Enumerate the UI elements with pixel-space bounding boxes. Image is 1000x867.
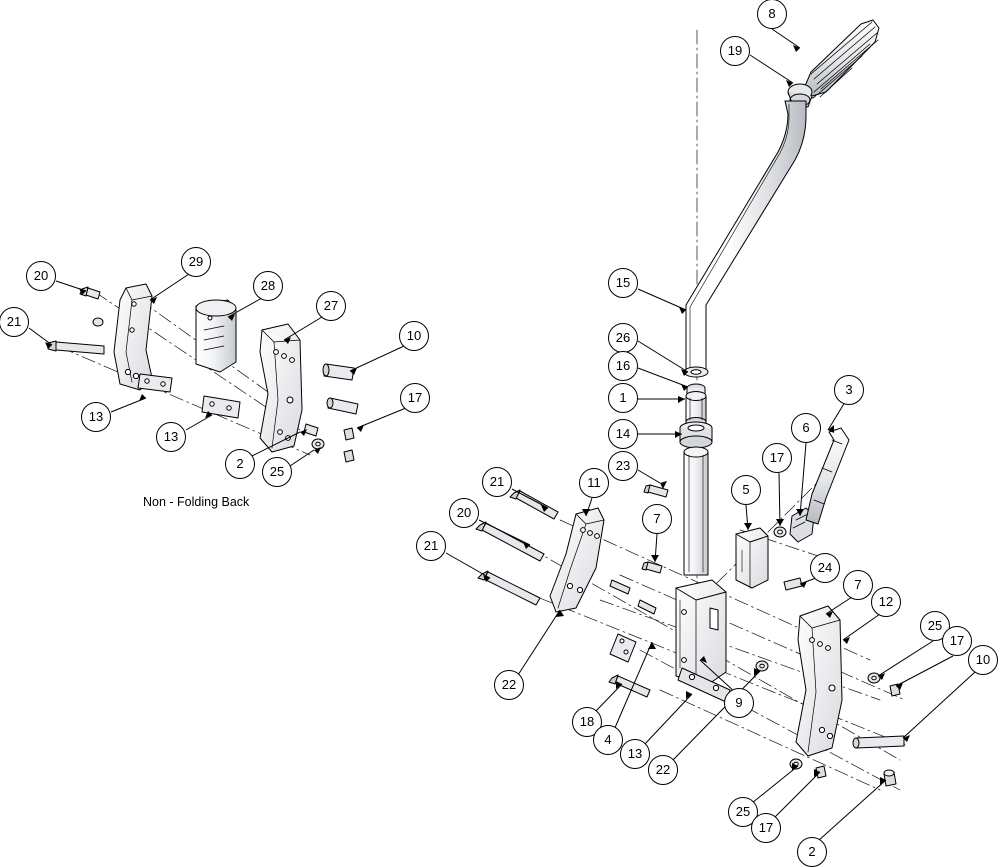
callout-bubble-17[interactable]: 17 bbox=[751, 813, 781, 843]
callout-bubble-17[interactable]: 17 bbox=[762, 443, 792, 473]
callout-bubble-13[interactable]: 13 bbox=[156, 422, 186, 452]
callout-bubble-23[interactable]: 23 bbox=[608, 451, 638, 481]
callout-bubble-14[interactable]: 14 bbox=[608, 419, 638, 449]
callout-bubble-19[interactable]: 19 bbox=[720, 36, 750, 66]
callout-bubble-4[interactable]: 4 bbox=[593, 725, 623, 755]
callout-bubble-25[interactable]: 25 bbox=[728, 797, 758, 827]
callout-bubble-29[interactable]: 29 bbox=[181, 247, 211, 277]
callout-bubble-10[interactable]: 10 bbox=[968, 645, 998, 675]
callout-bubble-24[interactable]: 24 bbox=[810, 553, 840, 583]
callout-bubble-21[interactable]: 21 bbox=[0, 307, 29, 337]
callout-bubble-15[interactable]: 15 bbox=[608, 268, 638, 298]
callout-bubble-22[interactable]: 22 bbox=[494, 670, 524, 700]
callout-bubble-20[interactable]: 20 bbox=[449, 498, 479, 528]
callout-bubble-7[interactable]: 7 bbox=[642, 504, 672, 534]
callout-bubble-20[interactable]: 20 bbox=[26, 261, 56, 291]
callout-bubble-7[interactable]: 7 bbox=[843, 570, 873, 600]
callout-bubble-1[interactable]: 1 bbox=[608, 383, 638, 413]
callout-bubble-25[interactable]: 25 bbox=[920, 611, 950, 641]
callout-bubble-17[interactable]: 17 bbox=[400, 383, 430, 413]
callout-bubble-11[interactable]: 11 bbox=[579, 468, 609, 498]
callout-bubble-28[interactable]: 28 bbox=[253, 271, 283, 301]
callout-bubble-22[interactable]: 22 bbox=[648, 755, 678, 785]
callout-bubble-10[interactable]: 10 bbox=[399, 321, 429, 351]
callout-bubble-18[interactable]: 18 bbox=[572, 707, 602, 737]
callout-bubble-27[interactable]: 27 bbox=[316, 291, 346, 321]
diagram-caption: Non - Folding Back bbox=[143, 495, 250, 509]
callout-bubble-26[interactable]: 26 bbox=[608, 323, 638, 353]
callout-bubble-25[interactable]: 25 bbox=[262, 457, 292, 487]
callout-bubble-8[interactable]: 8 bbox=[757, 0, 787, 29]
callout-bubble-13[interactable]: 13 bbox=[81, 402, 111, 432]
callout-bubble-12[interactable]: 12 bbox=[871, 587, 901, 617]
callout-bubble-21[interactable]: 21 bbox=[482, 467, 512, 497]
callout-bubble-3[interactable]: 3 bbox=[834, 375, 864, 405]
callout-bubble-2[interactable]: 2 bbox=[797, 837, 827, 867]
callout-bubble-13[interactable]: 13 bbox=[620, 739, 650, 769]
callout-bubble-6[interactable]: 6 bbox=[791, 413, 821, 443]
callout-bubble-21[interactable]: 21 bbox=[416, 531, 446, 561]
callout-bubble-5[interactable]: 5 bbox=[731, 475, 761, 505]
callout-bubble-2[interactable]: 2 bbox=[225, 449, 255, 479]
callout-bubble-16[interactable]: 16 bbox=[608, 351, 638, 381]
callout-bubble-17[interactable]: 17 bbox=[942, 626, 972, 656]
callout-bubble-9[interactable]: 9 bbox=[724, 688, 754, 718]
